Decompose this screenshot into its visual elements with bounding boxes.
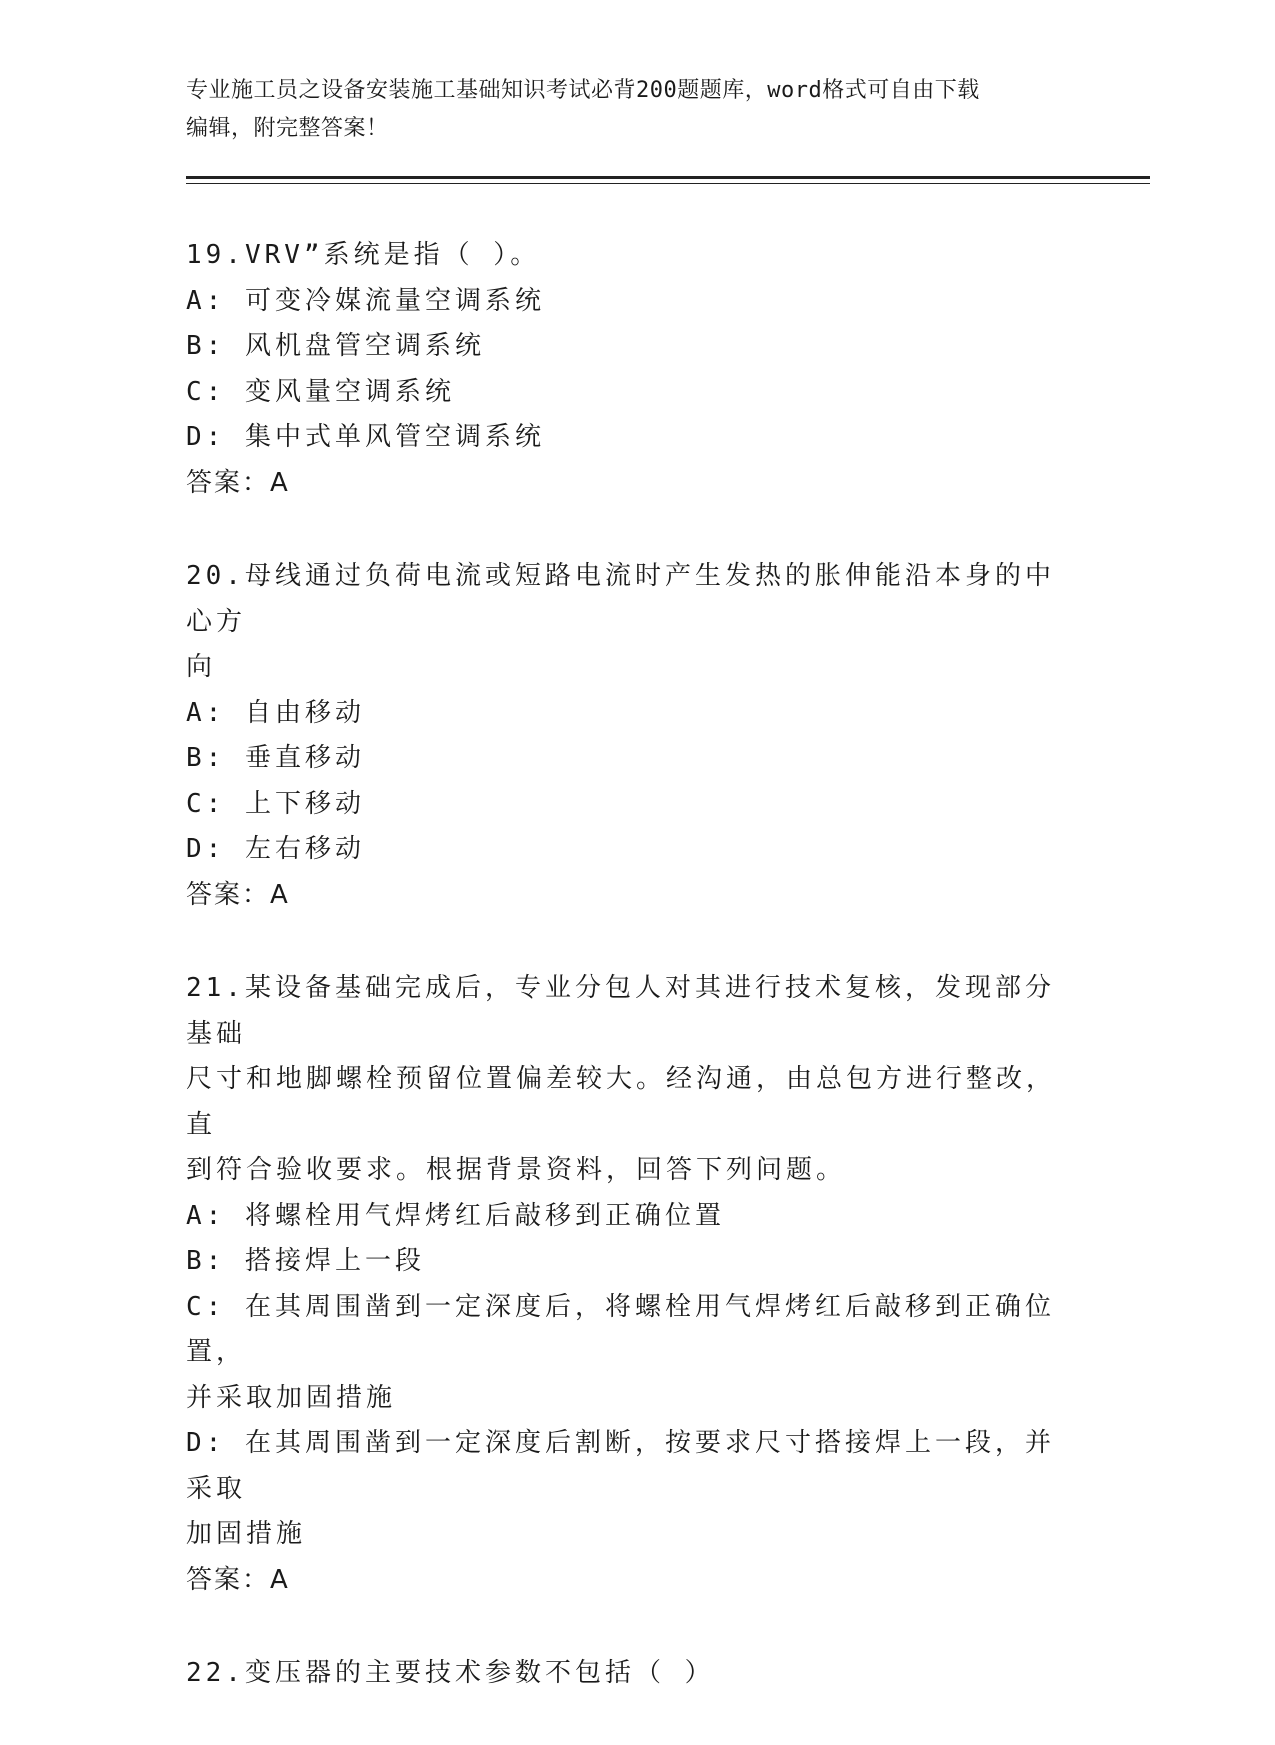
question-stem: 21.某设备基础完成后，专业分包人对其进行技术复核，发现部分基础 [186, 973, 1055, 1049]
question-block [186, 966, 1066, 1603]
answer-option: A: 可变冷媒流量空调系统 [186, 285, 545, 316]
answer-option: 并采取加固措施 [186, 1382, 397, 1413]
answer-option: B: 垂直移动 [186, 743, 365, 773]
answer-key: 答案：A [186, 879, 290, 910]
question-block [186, 233, 1066, 506]
question-list [186, 233, 1066, 1745]
question-stem: 19.VRV”系统是指（ ）。 [186, 240, 541, 270]
question-block [186, 554, 1066, 918]
header-title-line-2: 编辑，附完整答案！ [186, 116, 389, 141]
question-stem: 到符合验收要求。根据背景资料，回答下列问题。 [186, 1155, 847, 1185]
answer-option: D: 左右移动 [186, 834, 365, 864]
document-header [186, 72, 1066, 148]
answer-option: D: 集中式单风管空调系统 [186, 422, 545, 452]
answer-option: C: 上下移动 [186, 788, 365, 819]
question-stem: 尺寸和地脚螺栓预留位置偏差较大。经沟通，由总包方进行整改，直 [186, 1064, 1057, 1140]
answer-option: D: 在其周围凿到一定深度后割断，按要求尺寸搭接焊上一段，并采取 [186, 1428, 1055, 1504]
header-divider-thin [186, 183, 1150, 184]
answer-option: B: 风机盘管空调系统 [186, 331, 485, 361]
answer-option: C: 变风量空调系统 [186, 376, 455, 407]
question-stem: 20.母线通过负荷电流或短路电流时产生发热的胀伸能沿本身的中心方 [186, 561, 1055, 637]
header-title-line-1: 专业施工员之设备安装施工基础知识考试必背200题题库，word格式可自由下载 [186, 78, 980, 103]
question-stem: 向 [186, 652, 217, 682]
answer-option: 加固措施 [186, 1519, 307, 1549]
answer-option: A: 自由移动 [186, 697, 365, 728]
answer-option: C: 在其周围凿到一定深度后，将螺栓用气焊烤红后敲移到正确位置， [186, 1291, 1055, 1367]
answer-option: A: 将螺栓用气焊烤红后敲移到正确位置 [186, 1200, 725, 1231]
question-stem: 22.变压器的主要技术参数不包括（ ） [186, 1658, 715, 1688]
answer-option: B: 搭接焊上一段 [186, 1246, 425, 1276]
answer-key: 答案：A [186, 1564, 290, 1595]
header-divider-thick [186, 176, 1150, 179]
question-block [186, 1651, 1066, 1697]
answer-key: 答案：A [186, 467, 290, 498]
